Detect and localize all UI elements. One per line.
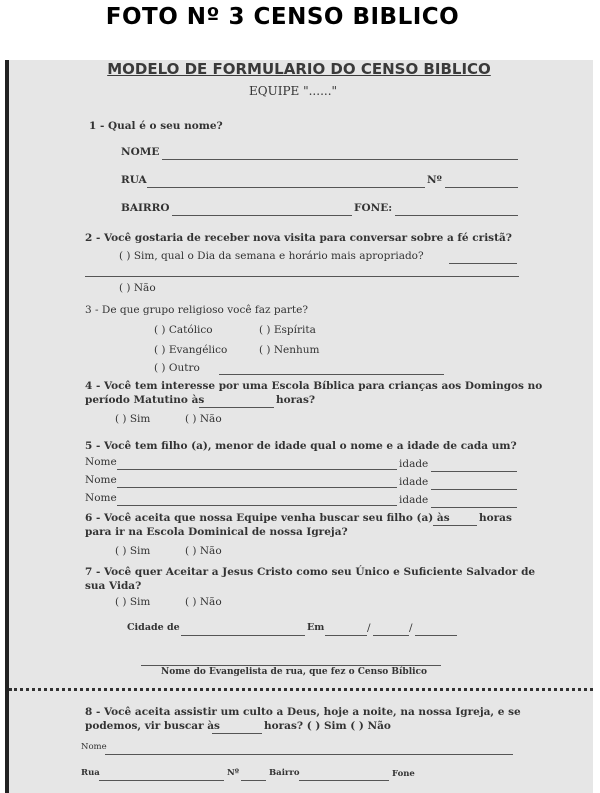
q6-hours-label: horas xyxy=(479,512,512,524)
q4-option-no[interactable]: ( ) Não xyxy=(185,413,222,425)
page-caption: FOTO Nº 3 CENSO BIBLICO xyxy=(105,4,460,30)
q2-option-no[interactable]: ( ) Não xyxy=(119,282,156,294)
q6-time-line[interactable] xyxy=(433,525,477,526)
question-6-line-2: para ir na Escola Dominical de nossa Igreja? xyxy=(85,526,348,538)
child-2-name-line[interactable] xyxy=(117,487,397,488)
footer-neighborhood-line[interactable] xyxy=(299,780,389,781)
street-line[interactable] xyxy=(147,187,425,188)
footer-number-label: Nº xyxy=(227,768,240,778)
q7-option-yes[interactable]: ( ) Sim xyxy=(115,596,151,608)
q8-time-line[interactable] xyxy=(212,733,262,734)
question-4-line-1: 4 - Você tem interesse por uma Escola Bíblica para crianças aos Domingos no xyxy=(85,380,543,392)
child-3-age-line[interactable] xyxy=(431,507,517,508)
child-1-name-label: Nome xyxy=(85,456,117,468)
city-label: Cidade de xyxy=(127,622,180,633)
q6-option-yes[interactable]: ( ) Sim xyxy=(115,545,151,557)
footer-name-line[interactable] xyxy=(105,754,513,755)
q4-hours-label: horas? xyxy=(276,394,316,406)
footer-number-line[interactable] xyxy=(241,780,266,781)
q3-option-catholic[interactable]: ( ) Católico xyxy=(154,324,213,336)
neighborhood-line[interactable] xyxy=(172,215,352,216)
q3-option-other[interactable]: ( ) Outro xyxy=(154,362,200,374)
question-7-line-1: 7 - Você quer Aceitar a Jesus Cristo como seu Único e Suficiente Salvador de xyxy=(85,566,536,578)
number-line[interactable] xyxy=(445,187,518,188)
child-1-name-line[interactable] xyxy=(117,469,397,470)
neighborhood-label: BAIRRO xyxy=(121,202,170,214)
evangelist-caption: Nome do Evangelista de rua, que fez o Censo Bíblico xyxy=(161,667,428,677)
question-2: 2 - Você gostaria de receber nova visita para conversar sobre a fé cristã? xyxy=(85,232,512,244)
q3-option-spiritist[interactable]: ( ) Espírita xyxy=(259,324,316,336)
name-line[interactable] xyxy=(162,159,518,160)
phone-label: FONE: xyxy=(354,202,393,214)
evangelist-name-line[interactable] xyxy=(141,665,441,666)
team-label: EQUIPE "......" xyxy=(249,84,338,98)
q3-other-line[interactable] xyxy=(219,374,444,375)
child-3-name-label: Nome xyxy=(85,492,117,504)
question-8-line-3[interactable]: horas? ( ) Sim ( ) Não xyxy=(264,720,391,732)
question-1: 1 - Qual é o seu nome? xyxy=(89,120,223,132)
date-label: Em xyxy=(307,622,325,633)
q2-option-yes[interactable]: ( ) Sim, qual o Dia da semana e horário mais apropriado? xyxy=(119,250,424,262)
number-label: Nº xyxy=(427,174,442,186)
child-3-age-label: idade xyxy=(399,494,429,506)
child-1-age-line[interactable] xyxy=(431,471,517,472)
q3-option-evangelical[interactable]: ( ) Evangélico xyxy=(154,344,228,356)
question-5: 5 - Você tem filho (a), menor de idade qual o nome e a idade de cada um? xyxy=(85,440,517,452)
form-title: MODELO DE FORMULARIO DO CENSO BIBLICO xyxy=(107,60,491,78)
q2-extra-line[interactable] xyxy=(85,276,519,277)
q4-time-line[interactable] xyxy=(199,407,274,408)
phone-line[interactable] xyxy=(395,215,518,216)
footer-neighborhood-label: Bairro xyxy=(269,768,300,778)
date-separator-2: / xyxy=(409,622,413,634)
question-8-line-1: 8 - Você aceita assistir um culto a Deus, hoje a noite, na nossa Igreja, e se xyxy=(85,706,521,718)
name-label: NOME xyxy=(121,146,160,158)
question-3: 3 - De que grupo religioso você faz parte? xyxy=(85,304,308,316)
street-label: RUA xyxy=(121,174,147,186)
question-6-line-1: 6 - Você aceita que nossa Equipe venha buscar seu filho (a) às xyxy=(85,512,450,524)
q4-option-yes[interactable]: ( ) Sim xyxy=(115,413,151,425)
child-3-name-line[interactable] xyxy=(117,505,397,506)
child-1-age-label: idade xyxy=(399,458,429,470)
footer-phone-label: Fone xyxy=(392,769,415,779)
question-4-line-2: período Matutino às xyxy=(85,394,205,406)
child-2-name-label: Nome xyxy=(85,474,117,486)
footer-name-label: Nome xyxy=(81,742,107,752)
footer-street-line[interactable] xyxy=(99,780,224,781)
q2-day-line[interactable] xyxy=(449,263,517,264)
child-2-age-line[interactable] xyxy=(431,489,517,490)
cut-line xyxy=(9,688,593,691)
question-8-line-2: podemos, vir buscar às xyxy=(85,720,220,732)
census-form-sheet xyxy=(5,60,593,793)
date-separator-1: / xyxy=(367,622,371,634)
date-month-line[interactable] xyxy=(373,635,409,636)
footer-street-label: Rua xyxy=(81,768,100,778)
date-year-line[interactable] xyxy=(415,635,457,636)
q6-option-no[interactable]: ( ) Não xyxy=(185,545,222,557)
city-line[interactable] xyxy=(181,635,305,636)
q7-option-no[interactable]: ( ) Não xyxy=(185,596,222,608)
q3-option-none[interactable]: ( ) Nenhum xyxy=(259,344,320,356)
question-7-line-2: sua Vida? xyxy=(85,580,142,592)
date-day-line[interactable] xyxy=(325,635,367,636)
child-2-age-label: idade xyxy=(399,476,429,488)
